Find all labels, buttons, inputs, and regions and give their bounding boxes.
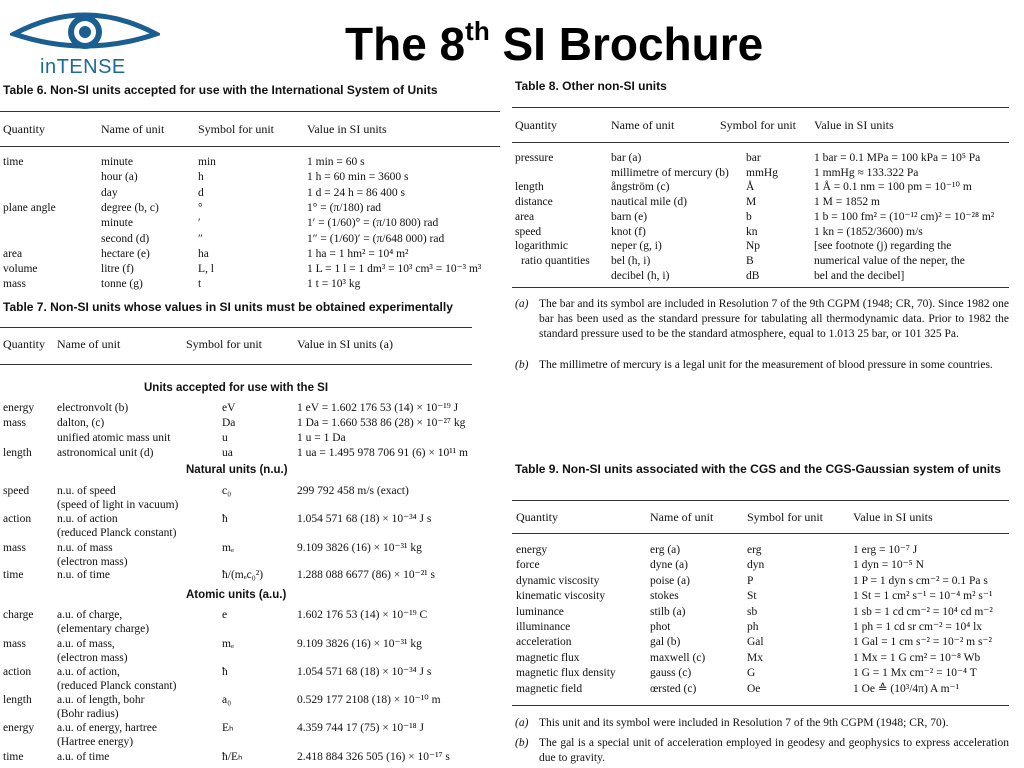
table-cell: kinematic viscosity <box>516 590 606 603</box>
table-cell: plane angle <box>3 201 56 214</box>
table-cell: n.u. of speed <box>57 485 116 497</box>
table-cell: gauss (c) <box>650 667 692 680</box>
table-cell: bar (a) <box>611 152 642 164</box>
table-8-caption: Table 8. Other non-SI units <box>515 79 667 93</box>
table-cell: acceleration <box>516 636 572 649</box>
table-cell: min <box>198 156 216 168</box>
table-rule <box>512 107 1009 108</box>
table-cell: bel and the decibel] <box>814 269 905 282</box>
table-cell: 1′ = (1/60)° = (π/10 800) rad <box>307 217 439 230</box>
table-rule <box>0 364 472 365</box>
table-cell: 0.529 177 2108 (18) × 10⁻¹⁰ m <box>297 694 441 706</box>
table-cell: Å <box>746 181 755 194</box>
table-cell: dalton, (c) <box>57 417 105 429</box>
table-cell: ħ <box>222 666 228 678</box>
table-cell: a.u. of length, bohr <box>57 694 145 706</box>
table-cell: 1.054 571 68 (18) × 10⁻³⁴ J s <box>297 666 432 678</box>
table-cell: œrsted (c) <box>650 682 697 695</box>
table-cell: neper (g, i) <box>611 240 662 253</box>
table-rule <box>0 111 500 112</box>
table-cell: h <box>198 171 204 184</box>
table-cell: 1 erg = 10⁻⁷ J <box>853 544 918 556</box>
table-cell: ħ/(mₑc₀²) <box>222 569 264 581</box>
table-rule <box>512 705 1009 706</box>
table-7-caption: Table 7. Non-SI units whose values in SI units must be obtained experimentally <box>3 300 453 314</box>
column-header: Value in SI units (a) <box>297 337 393 351</box>
table-cell: time <box>3 156 24 168</box>
table-cell: b <box>746 210 752 223</box>
table-cell: ħ/Eₕ <box>222 751 243 763</box>
table-cell: 1 u = 1 Da <box>297 432 346 444</box>
table-cell: 1 ha = 1 hm² = 10⁴ m² <box>307 247 409 260</box>
table-cell: time <box>3 569 24 581</box>
table-cell: mass <box>3 638 26 650</box>
table-cell: 1 t = 10³ kg <box>307 278 361 291</box>
table-cell: litre (f) <box>101 263 134 276</box>
table-cell: 1 P = 1 dyn s cm⁻² = 0.1 Pa s <box>853 574 988 587</box>
table-cell: 9.109 3826 (16) × 10⁻³¹ kg <box>297 542 422 554</box>
table-cell: M <box>746 196 757 209</box>
table-rule <box>512 142 1009 143</box>
table-cell: 1 Å = 0.1 nm = 100 pm = 10⁻¹⁰ m <box>814 181 972 194</box>
table-cell: ratio quantities <box>521 254 590 267</box>
table-cell: bar <box>746 152 761 164</box>
table-cell: dyn <box>747 559 765 572</box>
table-cell: magnetic flux <box>516 651 580 664</box>
table-cell: minute <box>101 217 133 230</box>
table-cell: numerical value of the neper, the <box>814 254 965 267</box>
table-cell: luminance <box>516 605 564 618</box>
table-cell-note: (reduced Planck constant) <box>57 680 177 692</box>
table-rule <box>512 500 1009 501</box>
table-cell: erg (a) <box>650 544 681 556</box>
table-cell: dB <box>746 269 760 282</box>
table-cell: knot (f) <box>611 225 646 238</box>
table-cell: Gal <box>747 636 764 649</box>
table-cell: electronvolt (b) <box>57 402 129 414</box>
table-cell: unified atomic mass unit <box>57 432 171 444</box>
table-cell: n.u. of action <box>57 513 118 525</box>
column-header: Name of unit <box>611 118 675 132</box>
table-cell: magnetic flux density <box>516 667 616 680</box>
table-cell-note: (electron mass) <box>57 556 128 568</box>
table-cell: eV <box>222 402 236 414</box>
table-cell: t <box>198 278 202 291</box>
table-cell: 2.418 884 326 505 (16) × 10⁻¹⁷ s <box>297 751 450 763</box>
table-cell: B <box>746 254 754 267</box>
table-cell: a.u. of charge, <box>57 609 123 621</box>
table-cell: second (d) <box>101 232 150 245</box>
table-cell: d <box>198 186 204 199</box>
table-9-caption: Table 9. Non-SI units associated with the CGS and the CGS-Gaussian system of units <box>515 462 1001 476</box>
table-cell: dyne (a) <box>650 559 688 572</box>
table-cell: day <box>101 186 118 199</box>
table-cell: pressure <box>515 152 554 164</box>
table-cell: mₑ <box>222 638 234 650</box>
table-cell: nautical mile (d) <box>611 196 687 209</box>
section-heading: Atomic units (a.u.) <box>186 589 287 601</box>
table-cell: energy <box>516 544 548 556</box>
table-cell: hour (a) <box>101 171 138 184</box>
table-cell: minute <box>101 156 133 168</box>
table-cell: 1.288 088 6677 (86) × 10⁻²¹ s <box>297 569 435 581</box>
table-cell: 1 G = 1 Mx cm⁻² = 10⁻⁴ T <box>853 667 977 680</box>
column-header: Value in SI units <box>814 118 894 132</box>
footnote-marker: (a) <box>515 717 529 729</box>
table-cell: dynamic viscosity <box>516 574 600 587</box>
table-cell: 1° = (π/180) rad <box>307 201 382 214</box>
table-rule <box>512 287 1009 288</box>
table-cell: P <box>747 574 754 587</box>
table-cell: kn <box>746 225 758 238</box>
table-cell: 1.054 571 68 (18) × 10⁻³⁴ J s <box>297 513 432 525</box>
table-cell: mmHg <box>746 166 778 179</box>
table-cell: 1 b = 100 fm² = (10⁻¹² cm)² = 10⁻²⁸ m² <box>814 210 995 223</box>
table-cell: hectare (e) <box>101 247 150 260</box>
table-cell: Da <box>222 417 236 429</box>
table-cell: L, l <box>198 263 214 276</box>
table-cell: ħ <box>222 513 228 525</box>
table-cell: 1 sb = 1 cd cm⁻² = 10⁴ cd m⁻² <box>853 605 993 618</box>
table-cell: 1 Mx = 1 G cm² = 10⁻⁸ Wb <box>853 651 981 664</box>
table-cell: illuminance <box>516 621 571 633</box>
table-cell: a₀ <box>222 694 232 706</box>
footnote-marker: (a) <box>515 298 529 310</box>
column-header: Symbol for unit <box>186 337 263 351</box>
table-cell: force <box>516 559 540 572</box>
table-cell: length <box>515 181 544 194</box>
table-cell: decibel (h, i) <box>611 269 670 282</box>
footnote-text: This unit and its symbol were included in Resolution 7 of the 9th CGPM (1948; CR, 70). <box>539 717 949 729</box>
table-cell: bel (h, i) <box>611 254 651 267</box>
table-cell: phot <box>650 621 671 633</box>
footnote-text: The millimetre of mercury is a legal unit for the measurement of blood pressure in some countries. <box>539 359 993 371</box>
table-cell: 1 min = 60 s <box>307 156 365 168</box>
table-cell: Np <box>746 240 761 253</box>
table-cell: 1 h = 60 min = 3600 s <box>307 171 409 184</box>
table-cell: time <box>3 751 24 763</box>
table-cell: ha <box>198 247 209 260</box>
table-cell: Mx <box>747 651 763 664</box>
section-heading: Units accepted for use with the SI <box>144 382 329 394</box>
table-cell: ′ <box>198 217 201 230</box>
table-rule <box>0 327 472 328</box>
table-cell: G <box>747 667 756 680</box>
column-header: Value in SI units <box>307 122 387 136</box>
table-cell: a.u. of mass, <box>57 638 115 650</box>
table-cell: area <box>515 210 535 223</box>
table-cell: St <box>747 590 757 603</box>
column-header: Symbol for unit <box>720 118 797 132</box>
table-cell: action <box>3 666 32 678</box>
table-cell: 1 mmHg ≈ 133.322 Pa <box>814 166 919 179</box>
table-cell: 1 bar = 0.1 MPa = 100 kPa = 10⁵ Pa <box>814 152 981 164</box>
table-cell: stilb (a) <box>650 605 686 618</box>
table-cell: speed <box>3 485 30 497</box>
table-cell: a.u. of action, <box>57 666 120 678</box>
table-cell: ångström (c) <box>611 181 670 194</box>
table-cell: 1 M = 1852 m <box>814 196 880 209</box>
table-cell: Eₕ <box>222 722 234 734</box>
intense-logo <box>10 6 160 78</box>
table-cell: area <box>3 247 23 260</box>
table-cell: 299 792 458 m/s (exact) <box>297 485 409 497</box>
table-cell: mass <box>3 417 26 429</box>
table-cell: barn (e) <box>611 210 648 223</box>
table-cell: n.u. of mass <box>57 542 113 554</box>
table-cell: ua <box>222 447 233 459</box>
footnote-marker: (b) <box>515 359 529 371</box>
table-cell: 1 Gal = 1 cm s⁻² = 10⁻² m s⁻² <box>853 636 992 649</box>
column-header: Symbol for unit <box>198 122 275 136</box>
table-cell: mₑ <box>222 542 234 554</box>
table-cell: stokes <box>650 590 679 603</box>
footnote-text: The bar and its symbol are included in Resolution 7 of the 9th CGPM (1948; CR, 70). Since 1982 one bar has been used as the standard pressure for tabulating all thermodynamic data. Prior to 1982 the standard pressure used to be the standard atmosphere, equal to 1.013 25 bar, or 101 325 Pa. <box>539 298 1009 340</box>
table-cell: u <box>222 432 228 444</box>
table-cell: distance <box>515 196 553 209</box>
eye-logo-icon <box>10 6 160 62</box>
table-cell: speed <box>515 225 542 238</box>
table-cell: a.u. of energy, hartree <box>57 722 157 734</box>
table-cell: charge <box>3 609 34 621</box>
footnote-text: The gal is a special unit of acceleration employed in geodesy and geophysics to express acceleration due to gravity. <box>539 737 1009 764</box>
table-cell: ″ <box>198 232 203 245</box>
table-cell: tonne (g) <box>101 278 143 291</box>
table-cell: 1 d = 24 h = 86 400 s <box>307 186 405 199</box>
table-cell: Oe <box>747 682 761 695</box>
table-cell: 1.602 176 53 (14) × 10⁻¹⁹ C <box>297 609 428 621</box>
table-cell: length <box>3 694 32 706</box>
logo-text: inTENSE <box>40 56 126 78</box>
table-cell: 1 dyn = 10⁻⁵ N <box>853 559 924 572</box>
table-cell: volume <box>3 263 38 276</box>
table-rule <box>512 533 1009 534</box>
table-cell: 1″ = (1/60)′ = (π/648 000) rad <box>307 232 445 245</box>
table-cell-note: (Bohr radius) <box>57 708 119 720</box>
table-cell: action <box>3 513 32 525</box>
table-cell: degree (b, c) <box>101 201 159 214</box>
table-cell: astronomical unit (d) <box>57 447 154 459</box>
table-cell: ° <box>198 201 203 214</box>
table-cell: maxwell (c) <box>650 651 706 664</box>
column-header: Name of unit <box>650 510 714 524</box>
column-header: Quantity <box>3 122 45 136</box>
table-cell: sb <box>747 605 758 618</box>
footnote-marker: (b) <box>515 737 529 749</box>
table-cell: erg <box>747 544 762 556</box>
table-rule <box>0 146 500 147</box>
table-cell: 1 Da = 1.660 538 86 (28) × 10⁻²⁷ kg <box>297 417 466 429</box>
table-cell: magnetic field <box>516 682 583 695</box>
column-header: Quantity <box>3 337 45 351</box>
table-cell: a.u. of time <box>57 751 110 763</box>
table-cell: 1 Oe ≙ (10³/4π) A m⁻¹ <box>853 682 960 695</box>
table-cell: mass <box>3 278 26 291</box>
table-cell: 1 eV = 1.602 176 53 (14) × 10⁻¹⁹ J <box>297 402 459 414</box>
column-header: Quantity <box>516 510 558 524</box>
table-cell: 1 ph = 1 cd sr cm⁻² = 10⁴ lx <box>853 621 983 633</box>
column-header: Value in SI units <box>853 510 933 524</box>
table-cell-note: (elementary charge) <box>57 623 150 635</box>
section-heading: Natural units (n.u.) <box>186 464 288 476</box>
table-cell: ph <box>747 621 759 633</box>
table-cell: c₀ <box>222 485 232 497</box>
table-cell: logarithmic <box>515 240 569 253</box>
table-6-caption: Table 6. Non-SI units accepted for use with the International System of Units <box>3 83 438 97</box>
table-cell: 4.359 744 17 (75) × 10⁻¹⁸ J <box>297 722 425 734</box>
table-cell-note: (reduced Planck constant) <box>57 527 177 539</box>
table-cell: 1 ua = 1.495 978 706 91 (6) × 10¹¹ m <box>297 447 468 459</box>
column-header: Name of unit <box>57 337 121 351</box>
table-cell-note: (electron mass) <box>57 652 128 664</box>
table-cell: n.u. of time <box>57 569 111 581</box>
table-cell: 1 kn = (1852/3600) m/s <box>814 225 923 238</box>
table-cell: length <box>3 447 32 459</box>
table-cell: mass <box>3 542 26 554</box>
table-cell: e <box>222 609 228 621</box>
page-title: The 8th SI Brochure <box>345 16 764 70</box>
table-cell: gal (b) <box>650 636 681 649</box>
table-cell: energy <box>3 402 35 414</box>
table-cell: 9.109 3826 (16) × 10⁻³¹ kg <box>297 638 422 650</box>
table-cell: 1 St = 1 cm² s⁻¹ = 10⁻⁴ m² s⁻¹ <box>853 590 993 603</box>
column-header: Name of unit <box>101 122 165 136</box>
table-cell-note: (speed of light in vacuum) <box>57 499 179 511</box>
table-cell: millimetre of mercury (b) <box>611 166 729 179</box>
column-header: Symbol for unit <box>747 510 824 524</box>
table-cell: 1 L = 1 l = 1 dm³ = 10³ cm³ = 10⁻³ m³ <box>307 263 482 276</box>
table-cell-note: (Hartree energy) <box>57 736 134 748</box>
table-cell: poise (a) <box>650 574 690 587</box>
column-header: Quantity <box>515 118 557 132</box>
table-cell: [see footnote (j) regarding the <box>814 240 952 253</box>
table-cell: energy <box>3 722 35 734</box>
